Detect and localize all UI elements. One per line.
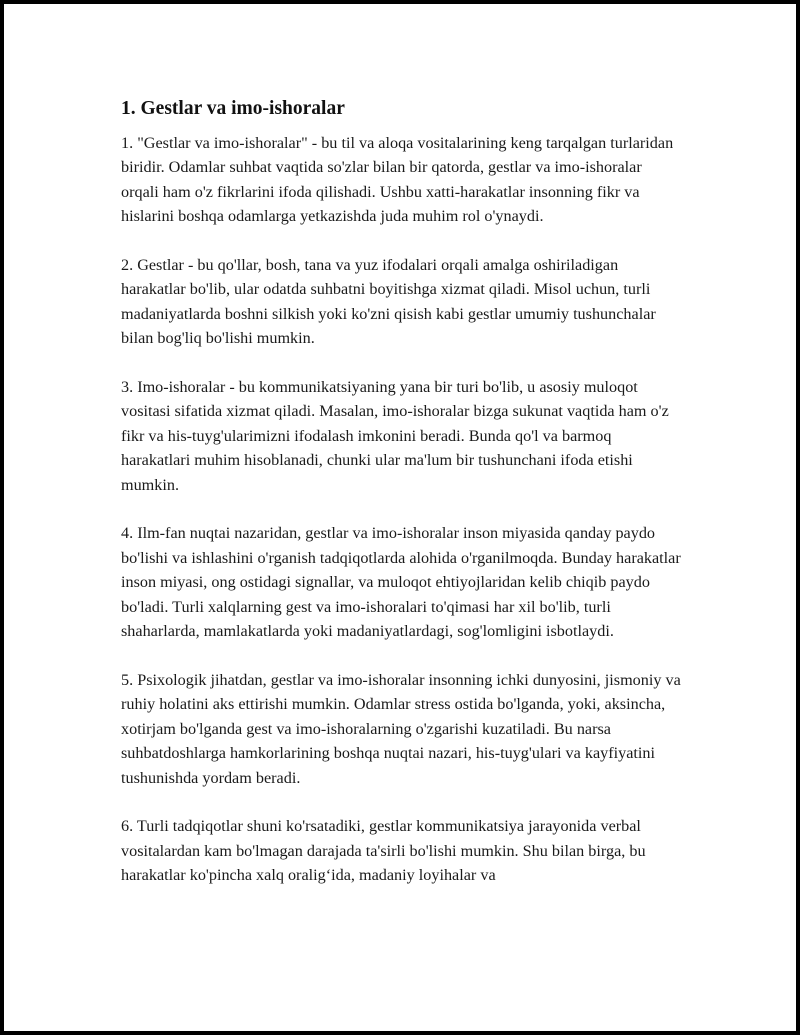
- paragraph-3: 3. Imo-ishoralar - bu kommunikatsiyaning yana bir turi bo'lib, u asosiy muloqot vositasi sifatida xizmat qiladi. Masalan, imo-ishoralar bizga sukunat vaqtida ham o'z fikr va his-tuyg'ularimizni ifodalash imkonini beradi. Bunda qo'l va barmoq harakatlari muhim hisoblanadi, chunki ular ma'lum bir tushunchani ifoda etishi mumkin.: [121, 378, 669, 494]
- document-body: [121, 97, 681, 912]
- paragraph-4: 4. Ilm-fan nuqtai nazaridan, gestlar va imo-ishoralar inson miyasida qanday paydo bo'lishi va ishlashini o'rganish tadqiqotlarda alohida o'rganilmoqda. Bunday harakatlar inson miyasi, ong ostidagi signallar, va muloqot ehtiyojlaridan kelib chiqib paydo bo'ladi. Turli xalqlarning gest va imo-ishoralari to'qimasi har xil bo'lib, turli shaharlarda, mamlakatlarda yoki madaniyatlardagi, sog'lomligini isbotlaydi.: [121, 524, 681, 641]
- paragraph-2: 2. Gestlar - bu qo'llar, bosh, tana va yuz ifodalari orqali amalga oshiriladigan harakatlar bo'lib, ular odatda suhbatni boyitishga xizmat qiladi. Misol uchun, turli madaniyatlarda boshni silkish yoki ko'zni qisish kabi gestlar umumiy tushunchalar bilan bog'liq bo'lishi mumkin.: [121, 256, 656, 348]
- paragraph-1: 1. "Gestlar va imo-ishoralar" - bu til va aloqa vositalarining keng tarqalgan turlaridan biridir. Odamlar suhbat vaqtida so'zlar bilan bir qatorda, gestlar va imo-ishoralar orqali ham o'z fikrlarini ifoda qilishadi. Ushbu xatti-harakatlar insonning fikr va hislarini boshqa odamlarga yetkazishda juda muhim rol o'ynaydi.: [121, 134, 674, 226]
- paragraph-5: 5. Psixologik jihatdan, gestlar va imo-ishoralar insonning ichki dunyosini, jismoniy va ruhiy holatini aks ettirishi mumkin. Odamlar stress ostida bo'lganda, yoki, aksincha, xotirjam bo'lganda gest va imo-ishoralarning o'zgarishi kuzatiladi. Bu narsa suhbatdoshlarga hamkorlarining boshqa nuqtai nazari, his-tuyg'ulari va kayfiyatini tushunishda yordam beradi.: [121, 670, 681, 787]
- paragraph-6: 6. Turli tadqiqotlar shuni ko'rsatadiki, gestlar kommunikatsiya jarayonida verbal vositalardan kam bo'lmagan darajada ta'sirli bo'lishi mumkin. Shu bilan birga, bu harakatlar ko'pincha xalq oralig‘ida, madaniy loyihalar va: [121, 817, 646, 885]
- section-heading: 1. Gestlar va imo-ishoralar: [121, 98, 345, 119]
